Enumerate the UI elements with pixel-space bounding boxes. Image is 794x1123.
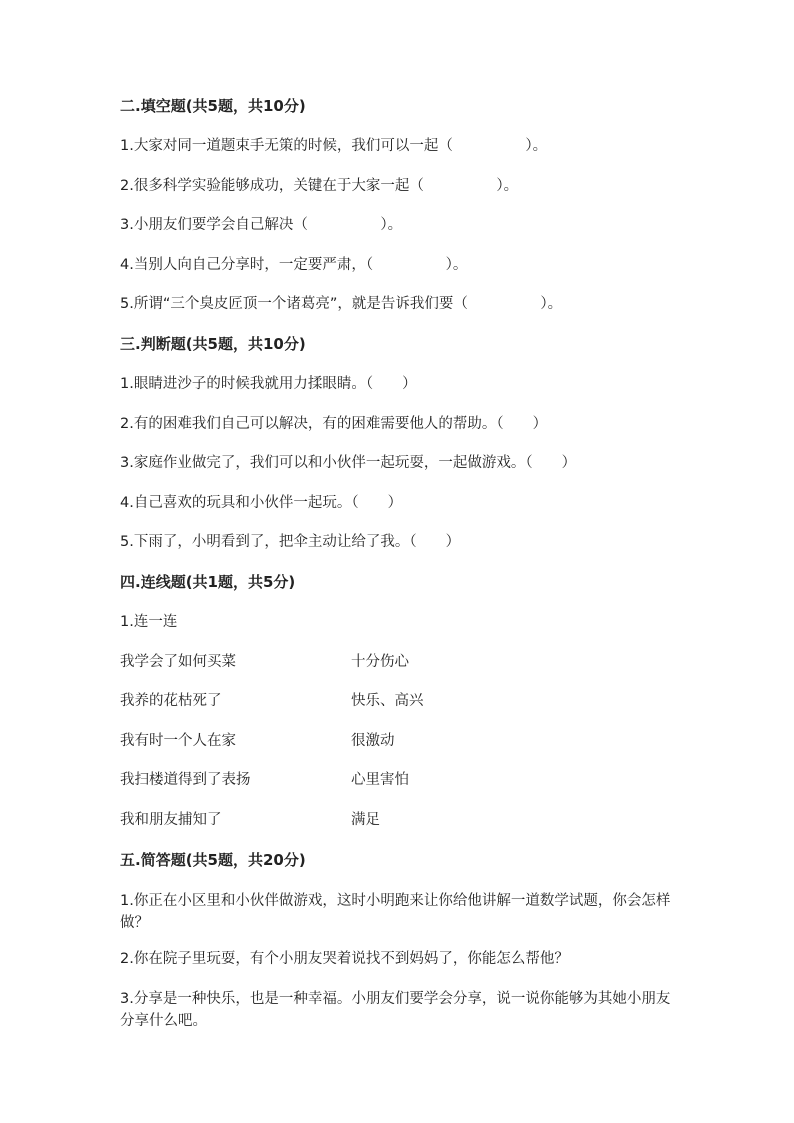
question-item: 1.你正在小区里和小伙伴做游戏，这时小明跑来让你给他讲解一道数学试题，你会怎样做？ — [120, 892, 671, 931]
match-left-item: 我养的花枯死了 — [120, 693, 222, 710]
question-item: 4.自己喜欢的玩具和小伙伴一起玩。（ ） — [120, 494, 403, 511]
match-row — [120, 691, 680, 711]
match-left-item: 我学会了如何买菜 — [120, 653, 236, 670]
match-right-item: 快乐、高兴 — [351, 693, 424, 710]
match-row — [120, 770, 680, 790]
section-title: 四.连线题(共1题，共5分) — [120, 572, 296, 591]
section-fill-blank — [120, 96, 680, 314]
worksheet-page — [120, 96, 680, 1047]
question-item: 4.当别人向自己分享时，一定要严肃，（ ）。 — [120, 256, 468, 273]
question-item: 2.很多科学实验能够成功，关键在于大家一起（ ）。 — [120, 177, 519, 194]
match-right-item: 十分伤心 — [351, 653, 409, 670]
question-item: 3.家庭作业做完了，我们可以和小伙伴一起玩耍，一起做游戏。（ ） — [120, 455, 577, 472]
match-left-item: 我扫楼道得到了表扬 — [120, 772, 251, 789]
match-row — [120, 652, 680, 672]
match-right-item: 心里害怕 — [351, 772, 409, 789]
section-true-false — [120, 334, 680, 552]
question-item: 5.下雨了，小明看到了，把伞主动让给了我。（ ） — [120, 534, 461, 551]
section-title: 三.判断题(共5题，共10分) — [120, 334, 306, 353]
section-short-answer — [120, 850, 680, 1033]
match-right-item: 满足 — [351, 811, 380, 828]
match-left-item: 我有时一个人在家 — [120, 732, 236, 749]
section-title: 二.填空题(共5题，共10分) — [120, 97, 306, 115]
match-row — [120, 810, 680, 830]
question-item: 1.眼睛进沙子的时候我就用力揉眼睛。（ ） — [120, 375, 417, 392]
match-right-item: 很激动 — [351, 732, 395, 749]
match-left-item: 我和朋友捕知了 — [120, 811, 222, 828]
question-item: 1.连一连 — [120, 613, 178, 630]
question-item: 2.你在院子里玩耍，有个小朋友哭着说找不到妈妈了，你能怎么帮他？ — [120, 950, 569, 967]
question-item: 1.大家对同一道题束手无策的时候，我们可以一起（ ）。 — [120, 138, 548, 154]
question-item: 5.所谓“三个臭皮匠顶一个诸葛亮”，就是告诉我们要（ ）。 — [120, 296, 563, 313]
section-matching — [120, 572, 680, 830]
match-row — [120, 731, 680, 751]
question-item: 2.有的困难我们自己可以解决，有的困难需要他人的帮助。（ ） — [120, 415, 548, 432]
question-item: 3.分享是一种快乐，也是一种幸福。小朋友们要学会分享，说一说你能够为其她小朋友分享什么吧。 — [120, 991, 671, 1030]
question-item: 3.小朋友们要学会自己解决（ ）。 — [120, 217, 403, 234]
section-title: 五.简答题(共5题，共20分) — [120, 850, 306, 869]
